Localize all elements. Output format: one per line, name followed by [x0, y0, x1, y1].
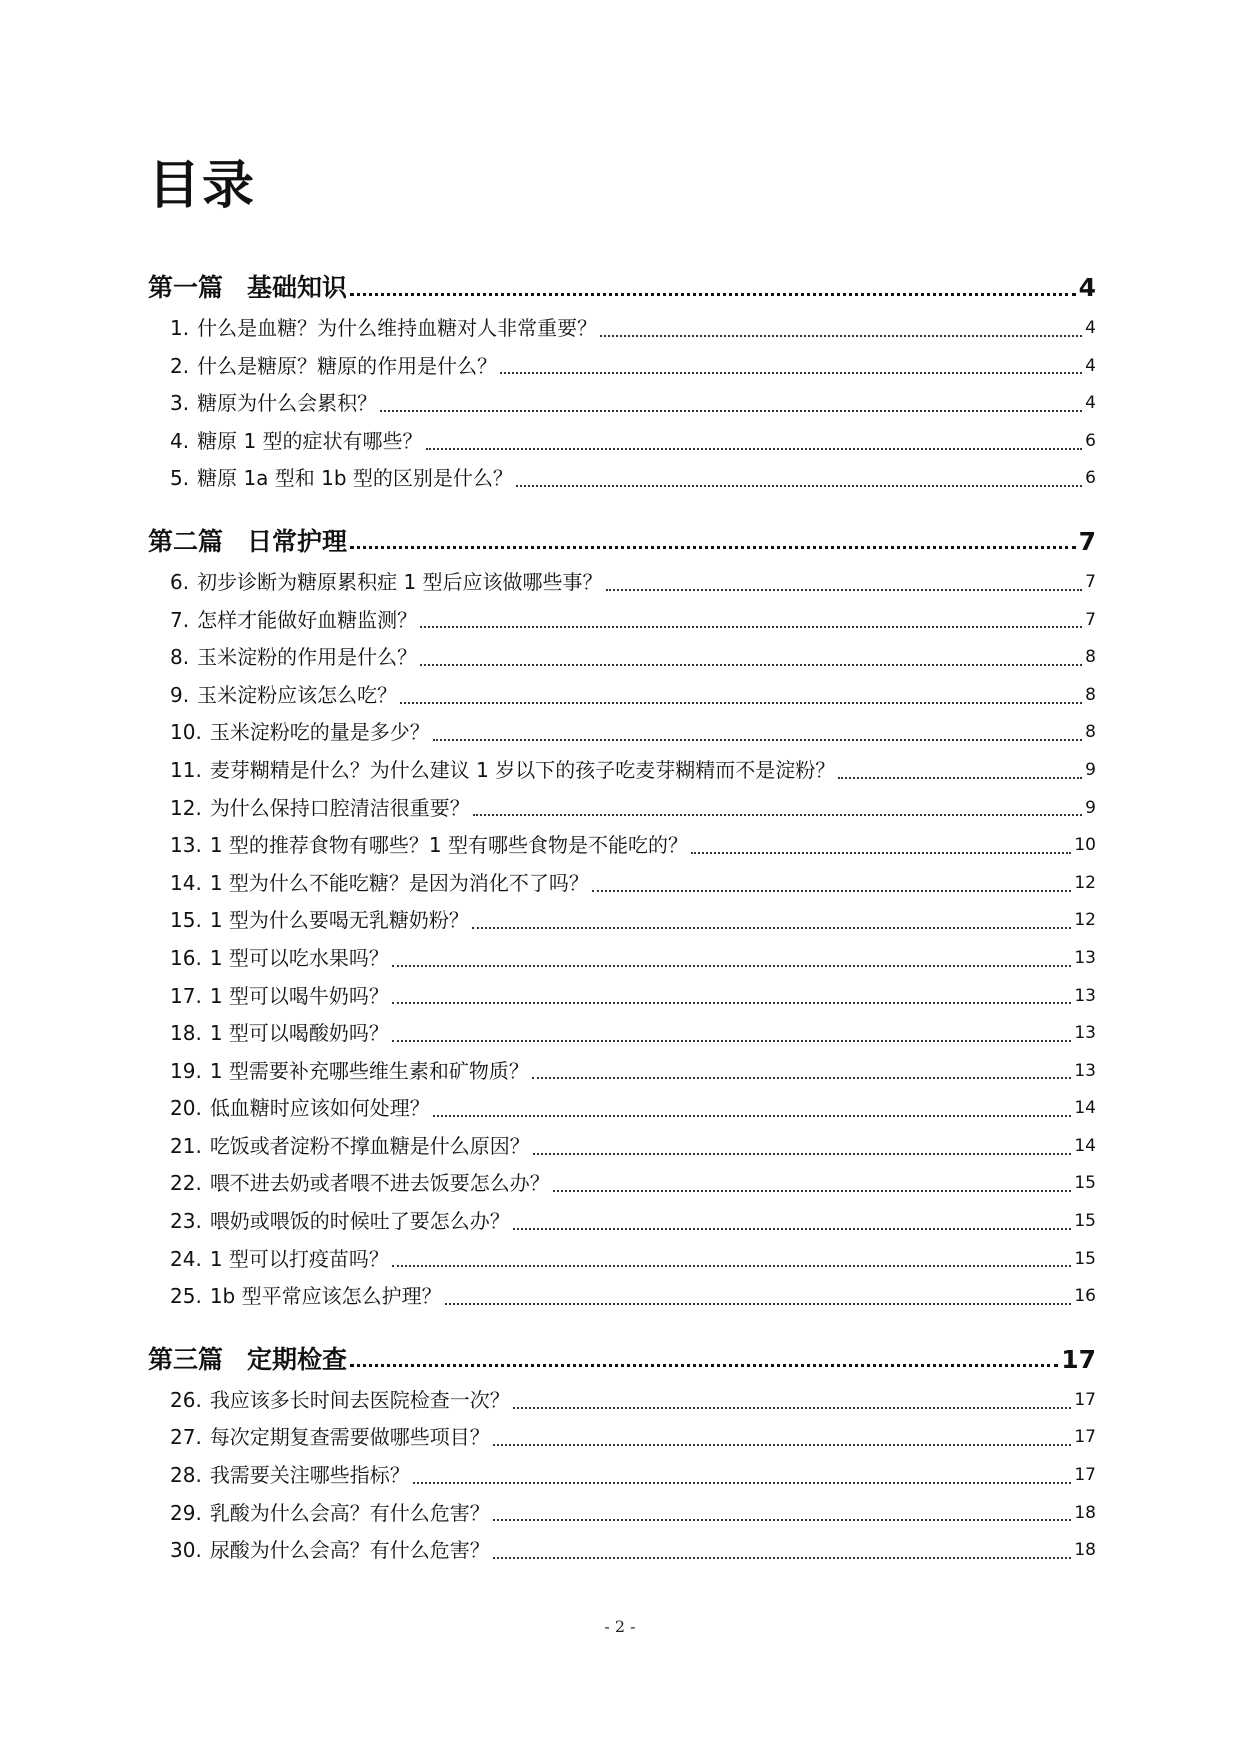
section-part: 第三篇	[148, 1344, 224, 1374]
dot-leader	[691, 852, 1071, 854]
toc-entry[interactable]	[148, 1278, 1096, 1316]
toc-entry-text: 尿酸为什么会高？有什么危害？	[209, 1538, 490, 1563]
dot-leader	[533, 1153, 1072, 1155]
toc-entry-label	[170, 714, 430, 752]
section-name: 基础知识	[247, 273, 348, 302]
dot-leader	[516, 485, 1082, 487]
dot-leader	[493, 1557, 1072, 1559]
toc-entry-label	[170, 1278, 442, 1316]
toc-entry-page-number: 9	[1085, 797, 1096, 818]
toc-entry-page-number: 17	[1074, 1389, 1096, 1410]
toc-entry-page-number: 13	[1074, 1023, 1096, 1044]
toc-entry-page-number: 14	[1074, 1135, 1096, 1156]
dot-leader	[838, 777, 1082, 779]
toc-entry[interactable]	[148, 1165, 1096, 1203]
toc-entry[interactable]	[148, 1241, 1096, 1279]
toc-entry-page-number: 15	[1074, 1173, 1096, 1194]
toc-entry-text: 1 型为什么要喝无乳糖奶粉？	[209, 908, 469, 933]
toc-entry-number: 30.	[170, 1538, 202, 1563]
toc-section	[148, 520, 1096, 1316]
dot-leader	[553, 1190, 1072, 1192]
toc-entry[interactable]	[148, 602, 1096, 640]
dot-leader	[400, 702, 1082, 704]
toc-entry-text: 初步诊断为糖原累积症 1 型后应该做哪些事？	[197, 569, 603, 594]
toc-section-heading[interactable]	[148, 520, 1096, 564]
section-name: 定期检查	[247, 1344, 348, 1374]
toc-entry-label	[170, 827, 688, 865]
toc-entry-text: 为什么保持口腔清洁很重要？	[209, 795, 470, 820]
toc-entry-number: 3.	[170, 391, 190, 416]
section-name: 日常护理	[247, 526, 348, 556]
dot-leader	[350, 546, 1076, 549]
toc-entry-label	[170, 978, 389, 1016]
toc-entry-number: 22.	[170, 1171, 202, 1196]
toc-entry-text: 怎样才能做好血糖监测？	[197, 607, 418, 632]
toc-entry-page-number: 17	[1074, 1465, 1096, 1486]
dot-leader	[513, 1228, 1072, 1230]
section-heading-label	[148, 266, 347, 310]
toc-entry-label	[170, 1241, 389, 1279]
toc-entry-number: 23.	[170, 1209, 202, 1234]
toc-entry-label	[170, 310, 597, 348]
toc-entry-number: 5.	[170, 466, 190, 491]
section-page-number: 17	[1061, 1344, 1096, 1374]
toc-entry-text: 1 型可以吃水果吗？	[209, 945, 389, 970]
toc-entry-label	[170, 1495, 490, 1533]
dot-leader	[420, 626, 1082, 628]
toc-entry-number: 27.	[170, 1425, 202, 1450]
toc-entry-text: 每次定期复查需要做哪些项目？	[209, 1425, 490, 1450]
toc-entry-label	[170, 865, 589, 903]
dot-leader	[592, 890, 1071, 892]
toc-entry-label	[170, 1053, 529, 1091]
toc-entry-page-number: 12	[1074, 910, 1096, 931]
toc-entry-page-number: 6	[1085, 430, 1096, 451]
toc-entry-number: 8.	[170, 645, 190, 670]
toc-entry-number: 1.	[170, 316, 190, 340]
toc-entry-number: 7.	[170, 607, 190, 632]
toc-entry-page-number: 13	[1074, 985, 1096, 1006]
toc-entry-text: 玉米淀粉应该怎么吃？	[197, 682, 398, 707]
toc-entry-text: 1 型可以喝酸奶吗？	[209, 1021, 389, 1046]
toc-entry-text: 喂奶或喂饭的时候吐了要怎么办？	[209, 1209, 510, 1234]
dot-leader	[500, 372, 1082, 374]
table-of-contents	[148, 266, 1096, 1570]
toc-entry-label	[170, 677, 397, 715]
toc-entry[interactable]	[148, 423, 1096, 461]
toc-entry-label	[170, 385, 377, 423]
dot-leader	[600, 335, 1082, 337]
toc-entry-number: 4.	[170, 428, 190, 453]
toc-entry-label	[170, 602, 417, 640]
toc-entry-number: 24.	[170, 1246, 202, 1271]
dot-leader	[392, 1002, 1071, 1004]
section-heading-label	[148, 520, 347, 564]
section-part: 第一篇	[148, 273, 224, 302]
toc-entry-number: 17.	[170, 983, 202, 1008]
toc-entry-text: 糖原为什么会累积？	[197, 391, 378, 416]
toc-entry[interactable]	[148, 978, 1096, 1016]
toc-entry-label	[170, 902, 469, 940]
toc-entry-number: 2.	[170, 353, 190, 378]
toc-entry-number: 16.	[170, 945, 202, 970]
dot-leader	[473, 814, 1082, 816]
dot-leader	[392, 1265, 1071, 1267]
dot-leader	[493, 1444, 1072, 1446]
toc-entry-label	[170, 348, 497, 386]
dot-leader	[392, 1040, 1071, 1042]
toc-entry[interactable]	[148, 460, 1096, 498]
toc-entry-number: 28.	[170, 1463, 202, 1488]
toc-entry[interactable]	[148, 385, 1096, 423]
section-heading-label	[148, 1338, 347, 1382]
toc-entry-number: 14.	[170, 870, 202, 895]
toc-entry-text: 低血糖时应该如何处理？	[209, 1096, 430, 1121]
toc-entry-page-number: 13	[1074, 947, 1096, 968]
toc-entry-label	[170, 423, 423, 461]
toc-entry-number: 21.	[170, 1133, 202, 1158]
toc-entry-label	[170, 460, 513, 498]
toc-entry-label	[170, 1382, 510, 1420]
toc-entry-page-number: 8	[1085, 647, 1096, 668]
toc-entry-page-number: 12	[1074, 872, 1096, 893]
toc-entry-page-number: 4	[1085, 355, 1096, 376]
toc-entry[interactable]	[148, 1203, 1096, 1241]
toc-entry-page-number: 6	[1085, 468, 1096, 489]
toc-entry[interactable]	[148, 1457, 1096, 1495]
toc-entry-page-number: 18	[1074, 1540, 1096, 1561]
toc-entry-label	[170, 1128, 530, 1166]
dot-leader	[392, 965, 1071, 967]
toc-entry-page-number: 17	[1074, 1427, 1096, 1448]
toc-entry-page-number: 10	[1074, 835, 1096, 856]
dot-leader	[413, 1482, 1072, 1484]
toc-entry-number: 10.	[170, 720, 202, 745]
toc-entry[interactable]	[148, 677, 1096, 715]
dot-leader	[426, 448, 1083, 450]
toc-entry[interactable]	[148, 1090, 1096, 1128]
toc-entry-page-number: 18	[1074, 1502, 1096, 1523]
toc-entry-number: 29.	[170, 1500, 202, 1525]
toc-entry[interactable]	[148, 940, 1096, 978]
toc-entry-text: 1b 型平常应该怎么护理？	[209, 1284, 442, 1309]
toc-entry[interactable]	[148, 827, 1096, 865]
toc-entry[interactable]	[148, 1053, 1096, 1091]
toc-entry-page-number: 13	[1074, 1060, 1096, 1081]
toc-entry-page-number: 9	[1085, 759, 1096, 780]
dot-leader	[513, 1407, 1072, 1409]
toc-entry[interactable]	[148, 639, 1096, 677]
dot-leader	[433, 1115, 1072, 1117]
toc-entry-label	[170, 564, 603, 602]
toc-entry-label	[170, 1165, 550, 1203]
toc-entry-text: 我需要关注哪些指标？	[209, 1463, 410, 1488]
toc-entry-page-number: 7	[1085, 609, 1096, 630]
toc-entry-number: 6.	[170, 569, 190, 594]
toc-entry-label	[170, 940, 389, 978]
toc-entry-number: 13.	[170, 833, 202, 858]
dot-leader	[493, 1519, 1072, 1521]
toc-entry-label	[170, 752, 835, 790]
page-title: 目录	[148, 156, 257, 216]
dot-leader	[472, 927, 1071, 929]
toc-entry-text: 喂不进去奶或者喂不进去饭要怎么办？	[209, 1171, 550, 1196]
toc-entry[interactable]	[148, 564, 1096, 602]
toc-entry-page-number: 4	[1085, 318, 1096, 338]
toc-entry-label	[170, 1419, 490, 1457]
toc-entry[interactable]	[148, 1128, 1096, 1166]
toc-entry-number: 25.	[170, 1284, 202, 1309]
toc-section-heading[interactable]	[148, 1338, 1096, 1382]
toc-entry-label	[170, 1015, 389, 1053]
dot-leader	[350, 293, 1076, 296]
toc-entry-page-number: 8	[1085, 684, 1096, 705]
toc-entry-text: 乳酸为什么会高？有什么危害？	[209, 1500, 490, 1525]
toc-entry-page-number: 8	[1085, 722, 1096, 743]
toc-entry-page-number: 14	[1074, 1098, 1096, 1119]
toc-entry[interactable]	[148, 348, 1096, 386]
toc-entry[interactable]	[148, 310, 1096, 348]
toc-entry-text: 玉米淀粉的作用是什么？	[197, 645, 418, 670]
toc-entry[interactable]	[148, 1495, 1096, 1533]
dot-leader	[445, 1303, 1072, 1305]
toc-entry-label	[170, 1090, 430, 1128]
toc-entry-text: 麦芽糊精是什么？为什么建议 1 岁以下的孩子吃麦芽糊精而不是淀粉？	[209, 757, 836, 782]
toc-entry-text: 1 型需要补充哪些维生素和矿物质？	[209, 1058, 529, 1083]
toc-section-heading[interactable]	[148, 266, 1096, 310]
toc-section	[148, 1338, 1096, 1570]
toc-entry-text: 1 型为什么不能吃糖？是因为消化不了吗？	[209, 870, 589, 895]
toc-entry[interactable]	[148, 865, 1096, 903]
toc-entry-text: 1 型的推荐食物有哪些？1 型有哪些食物是不能吃的？	[209, 833, 688, 858]
toc-entry-label	[170, 639, 417, 677]
toc-entry-number: 26.	[170, 1387, 202, 1412]
toc-entry[interactable]	[148, 1382, 1096, 1420]
toc-entry-number: 18.	[170, 1021, 202, 1046]
toc-entry-text: 1 型可以喝牛奶吗？	[209, 983, 389, 1008]
toc-entry-label	[170, 1457, 410, 1495]
dot-leader	[380, 410, 1082, 412]
toc-entry-text: 我应该多长时间去医院检查一次？	[209, 1387, 510, 1412]
toc-entry-number: 19.	[170, 1058, 202, 1083]
dot-leader	[606, 589, 1083, 591]
dot-leader	[532, 1077, 1071, 1079]
toc-entry[interactable]	[148, 752, 1096, 790]
toc-entry-text: 糖原 1a 型和 1b 型的区别是什么？	[197, 466, 513, 491]
toc-entry-text: 什么是糖原？糖原的作用是什么？	[197, 353, 498, 378]
toc-entry-text: 1 型可以打疫苗吗？	[209, 1246, 389, 1271]
toc-entry-text: 玉米淀粉吃的量是多少？	[209, 720, 430, 745]
toc-entry[interactable]	[148, 902, 1096, 940]
dot-leader	[433, 739, 1082, 741]
toc-entry-page-number: 7	[1085, 571, 1096, 592]
dot-leader	[350, 1364, 1058, 1367]
toc-entry-number: 11.	[170, 757, 202, 782]
toc-entry-number: 12.	[170, 795, 202, 820]
toc-entry[interactable]	[148, 790, 1096, 828]
toc-entry-page-number: 15	[1074, 1248, 1096, 1269]
toc-entry-label	[170, 1532, 490, 1570]
toc-entry[interactable]	[148, 1532, 1096, 1570]
dot-leader	[420, 664, 1082, 666]
toc-entry-text: 吃饭或者淀粉不撑血糖是什么原因？	[209, 1133, 530, 1158]
section-page-number: 4	[1078, 273, 1096, 302]
toc-entry-label	[170, 1203, 510, 1241]
section-page-number: 7	[1078, 526, 1096, 556]
toc-entry[interactable]	[148, 714, 1096, 752]
page-number: - 2 -	[604, 1617, 636, 1636]
toc-entry-label	[170, 790, 470, 828]
toc-entry-number: 15.	[170, 908, 202, 933]
toc-entry-number: 20.	[170, 1096, 202, 1121]
toc-entry-text: 什么是血糖？为什么维持血糖对人非常重要？	[197, 316, 598, 340]
toc-entry[interactable]	[148, 1015, 1096, 1053]
toc-section	[148, 266, 1096, 498]
toc-entry-number: 9.	[170, 682, 190, 707]
toc-entry-text: 糖原 1 型的症状有哪些？	[197, 428, 423, 453]
toc-entry-page-number: 16	[1074, 1286, 1096, 1307]
section-part: 第二篇	[148, 526, 224, 556]
toc-entry-page-number: 4	[1085, 393, 1096, 414]
toc-entry-page-number: 15	[1074, 1211, 1096, 1232]
toc-entry[interactable]	[148, 1419, 1096, 1457]
